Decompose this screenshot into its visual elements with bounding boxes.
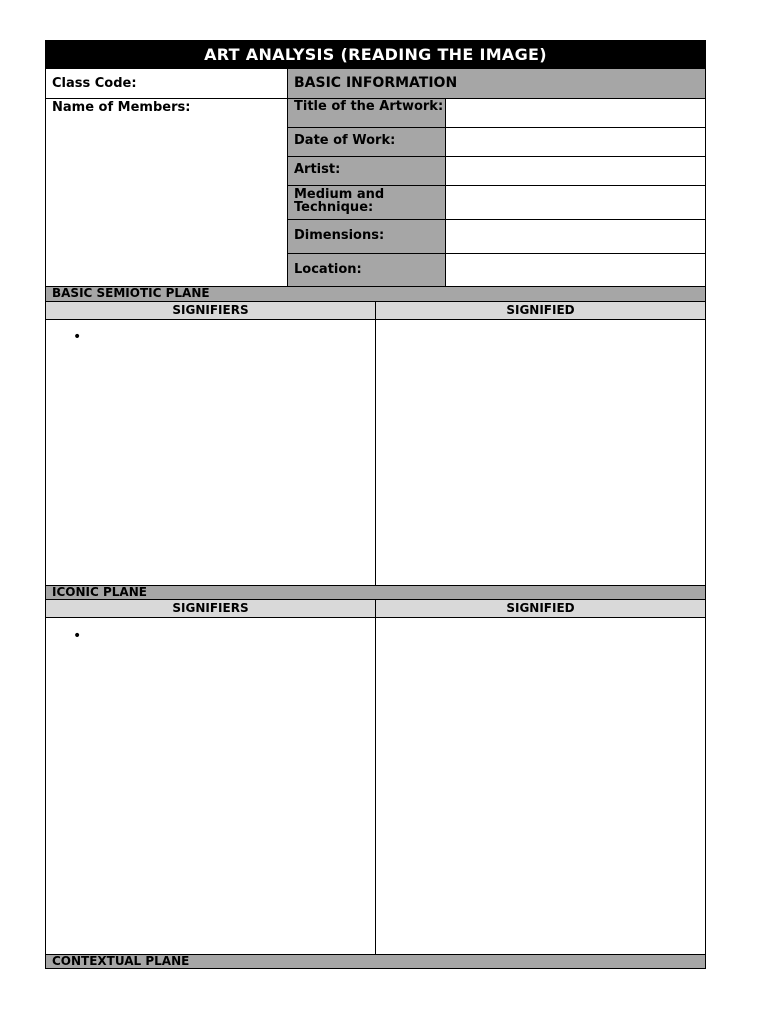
iconic-signifiers-area[interactable] [45, 617, 376, 955]
basic-information-header: BASIC INFORMATION [287, 68, 706, 99]
iconic-signifiers-header: SIGNIFIERS [45, 599, 376, 618]
location-label: Location: [287, 253, 446, 287]
dimensions-field[interactable] [445, 219, 706, 254]
contextual-plane-header: CONTEXTUAL PLANE [45, 954, 706, 969]
artist-field[interactable] [445, 156, 706, 186]
medium-technique-label: Medium and Technique: [287, 185, 446, 220]
members-label: Name of Members: [52, 100, 191, 115]
dimensions-label: Dimensions: [287, 219, 446, 254]
title-of-artwork-label: Title of the Artwork: [287, 98, 446, 128]
date-of-work-field[interactable] [445, 127, 706, 157]
basic-signified-header: SIGNIFIED [375, 301, 706, 320]
members-cell[interactable] [45, 98, 288, 287]
basic-signifiers-header: SIGNIFIERS [45, 301, 376, 320]
iconic-plane-header: ICONIC PLANE [45, 585, 706, 600]
class-code-cell[interactable] [45, 68, 288, 99]
basic-signifiers-bullet: • [73, 329, 82, 345]
basic-semiotic-plane-header: BASIC SEMIOTIC PLANE [45, 286, 706, 302]
title-of-artwork-field[interactable] [445, 98, 706, 128]
iconic-signifiers-bullet: • [73, 628, 82, 644]
medium-technique-field[interactable] [445, 185, 706, 220]
date-of-work-label: Date of Work: [287, 127, 446, 157]
iconic-signified-header: SIGNIFIED [375, 599, 706, 618]
location-field[interactable] [445, 253, 706, 287]
iconic-signified-area[interactable] [375, 617, 706, 955]
form-title: ART ANALYSIS (READING THE IMAGE) [45, 40, 706, 69]
artist-label: Artist: [287, 156, 446, 186]
basic-signifiers-area[interactable] [45, 319, 376, 586]
basic-signified-area[interactable] [375, 319, 706, 586]
class-code-label: Class Code: [52, 76, 137, 91]
